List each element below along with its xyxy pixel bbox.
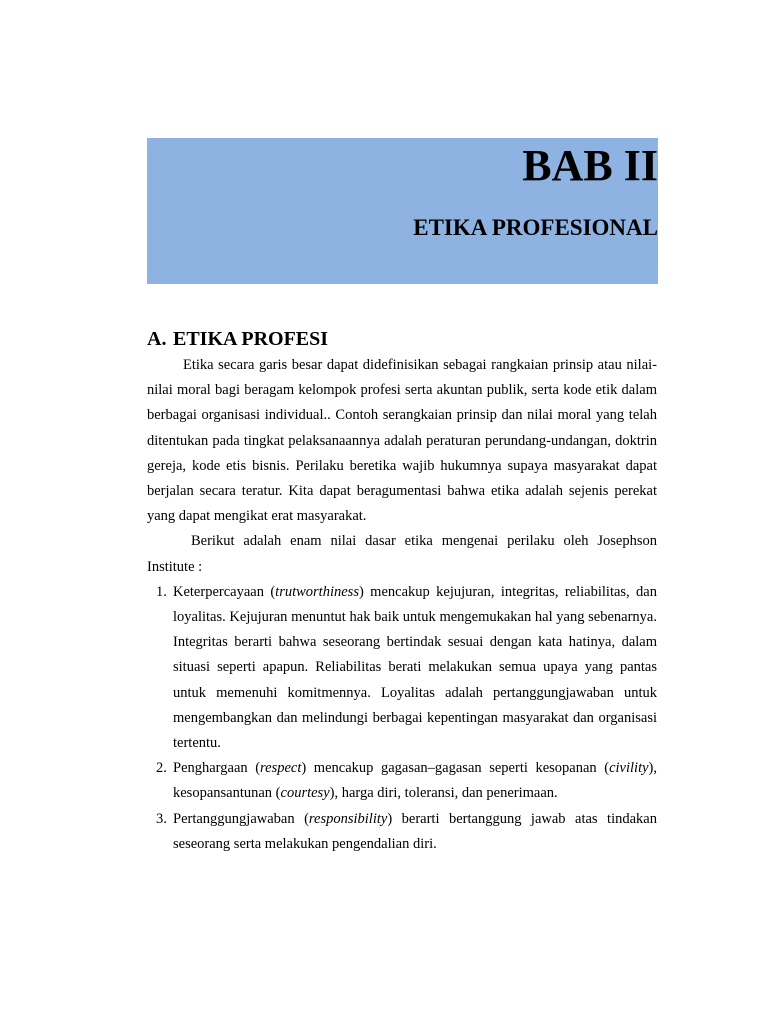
ethics-values-list (147, 580, 657, 857)
chapter-title: ETIKA PROFESIONAL (413, 215, 658, 240)
list-text: Pertanggungjawaban ( (173, 810, 309, 827)
list-item (147, 580, 657, 756)
section-number: A. (147, 328, 167, 350)
list-term: trutworthiness (275, 583, 359, 600)
list-term: respect (260, 760, 302, 777)
section-heading (147, 326, 657, 353)
list-text: ), harga diri, toleransi, dan penerimaan. (329, 785, 558, 802)
section-title: ETIKA PROFESI (173, 328, 329, 350)
list-marker: 1. (156, 583, 167, 600)
list-text: ) mencakup gagasan–gagasan seperti kesopanan ( (301, 760, 610, 777)
list-text: ), kesopansantunan ( (173, 760, 657, 802)
list-term: responsibility (308, 810, 388, 827)
list-marker: 3. (156, 810, 167, 827)
paragraph-josephson-intro: Berikut adalah enam nilai dasar etika mengenai perilaku oleh Josephson Institute : (147, 533, 657, 575)
list-term: civility (609, 760, 649, 777)
list-item (147, 807, 657, 857)
paragraph-etika-definition: Etika secara garis besar dapat didefinisikan sebagai rangkaian prinsip atau nilai-nilai moral bagi beragam kelompok profesi serta akuntan publik, serta kode etik dalam berbagai organisasi individual.. Contoh serangkaian prinsip dan nilai moral yang telah ditentukan pada tingkat pelaksanaannya adalah peraturan perundang-undangan, doktrin gereja, kode etis bisnis. Perilaku beretika wajib hukumnya supaya masyarakat dapat berjalan secara teratur. Kita dapat beragumentasi bahwa etika adalah sejenis perekat yang dapat mengikat erat masyarakat. (147, 357, 657, 525)
document-body (147, 326, 657, 857)
list-text: ) mencakup kejujuran, integritas, reliabilitas, dan loyalitas. Kejujuran menuntut hak baik untuk mengemukakan hal yang sebenarnya. Integritas berarti bahwa seseorang bertindak sesuai dengan kata hatinya, dalam situasi seperti apapun. Reliabilitas berati melakukan semua upaya yang pantas untuk memenuhi komitmennya. Loyalitas adalah pertanggungjawaban untuk mengembangkan dan melindungi berbagai kepentingan masyarakat dan organisasi tertentu. (173, 583, 657, 752)
list-text: Penghargaan ( (173, 760, 261, 777)
list-term: courtesy (280, 785, 330, 802)
chapter-number: BAB II (522, 141, 658, 190)
list-marker: 2. (156, 760, 167, 777)
list-item (147, 756, 657, 806)
list-text: Keterpercayaan ( (173, 583, 276, 600)
chapter-header-banner (147, 138, 658, 284)
list-text: ) berarti bertanggung jawab atas tindakan seseorang serta melakukan pengendalian diri. (173, 810, 657, 852)
